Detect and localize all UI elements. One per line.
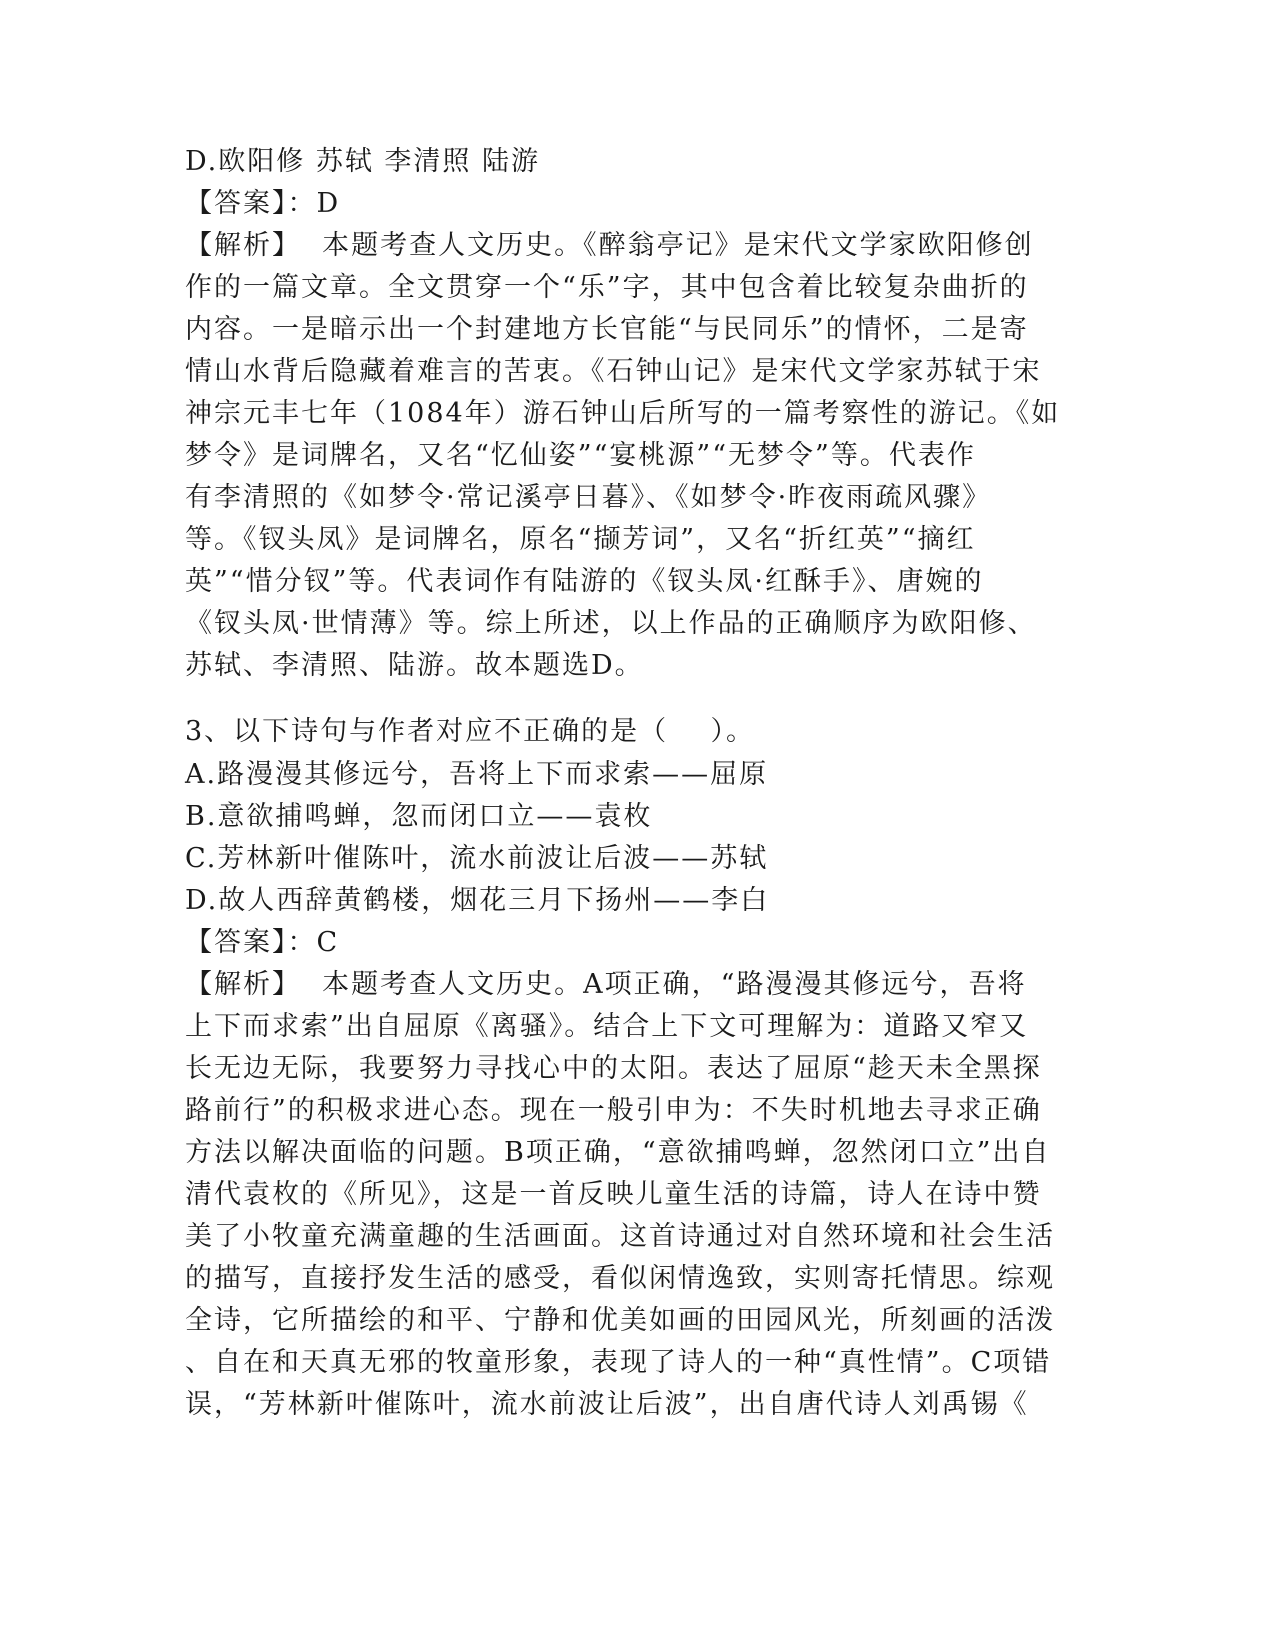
option-d-text: D.欧阳修 苏轼 李清照 陆游	[185, 146, 541, 177]
option-d: D.故人西辞黄鹤楼，烟花三月下扬州——李白	[185, 885, 770, 916]
explanation-line: 梦令》是词牌名，又名“忆仙姿”“宴桃源”“无梦令”等。代表作	[185, 440, 976, 471]
explanation-line: 情山水背后隐藏着难言的苦衷。《石钟山记》是宋代文学家苏轼于宋	[185, 356, 1042, 387]
explanation-line: 上下而求索”出自屈原《离骚》。结合上下文可理解为：道路又窄又	[185, 1011, 1029, 1042]
explanation-line: 内容。一是暗示出一个封建地方长官能“与民同乐”的情怀，二是寄	[185, 314, 1029, 345]
answer-label: 【答案】：D	[185, 188, 341, 219]
explanation-line: 全诗，它所描绘的和平、宁静和优美如画的田园风光，所刻画的活泼	[185, 1305, 1055, 1336]
answer-label: 【答案】：C	[185, 927, 340, 958]
option-a: A.路漫漫其修远兮，吾将上下而求索——屈原	[185, 759, 769, 790]
explanation-line: 清代袁枚的《所见》，这是一首反映儿童生活的诗篇，诗人在诗中赞	[185, 1179, 1042, 1210]
explanation-line: 方法以解决面临的问题。B项正确，“意欲捕鸣蝉，忽然闭口立”出自	[185, 1137, 1051, 1168]
explanation-line: 有李清照的《如梦令·常记溪亭日暮》、《如梦令·昨夜雨疏风骤》	[185, 482, 992, 513]
explanation-line: 苏轼、李清照、陆游。故本题选D。	[185, 650, 644, 681]
explanation-line: 【解析】 本题考查人文历史。《醉翁亭记》是宋代文学家欧阳修创	[185, 230, 1034, 261]
explanation-line: 【解析】 本题考查人文历史。A项正确，“路漫漫其修远兮，吾将	[185, 969, 1027, 1000]
explanation-line: 、自在和天真无邪的牧童形象，表现了诗人的一种“真性情”。C项错	[185, 1347, 1052, 1378]
option-c: C.芳林新叶催陈叶，流水前波让后波——苏轼	[185, 843, 769, 874]
explanation-line: 《钗头凤·世情薄》等。综上所述，以上作品的正确顺序为欧阳修、	[185, 608, 1037, 639]
explanation-line: 的描写，直接抒发生活的感受，看似闲情逸致，实则寄托情思。综观	[185, 1263, 1055, 1294]
explanation-line: 美了小牧童充满童趣的生活画面。这首诗通过对自然环境和社会生活	[185, 1221, 1055, 1252]
explanation-line: 路前行”的积极求进心态。现在一般引申为：不失时机地去寻求正确	[185, 1095, 1042, 1126]
explanation-line: 长无边无际，我要努力寻找心中的太阳。表达了屈原“趁天未全黑探	[185, 1053, 1042, 1084]
explanation-line: 神宗元丰七年（1084年）游石钟山后所写的一篇考察性的游记。《如	[185, 398, 1061, 429]
option-b: B.意欲捕鸣蝉，忽而闭口立——袁枚	[185, 801, 653, 832]
explanation-line: 误，“芳林新叶催陈叶，流水前波让后波”，出自唐代诗人刘禹锡《	[185, 1389, 1029, 1420]
question-stem: 3、以下诗句与作者对应不正确的是（ ）。	[185, 716, 756, 747]
explanation-line: 英”“惜分钗”等。代表词作有陆游的《钗头凤·红酥手》、唐婉的	[185, 566, 984, 597]
explanation-line: 作的一篇文章。全文贯穿一个“乐”字，其中包含着比较复杂曲折的	[185, 272, 1029, 303]
explanation-line: 等。《钗头凤》是词牌名，原名“撷芳词”，又名“折红英”“摘红	[185, 524, 976, 555]
